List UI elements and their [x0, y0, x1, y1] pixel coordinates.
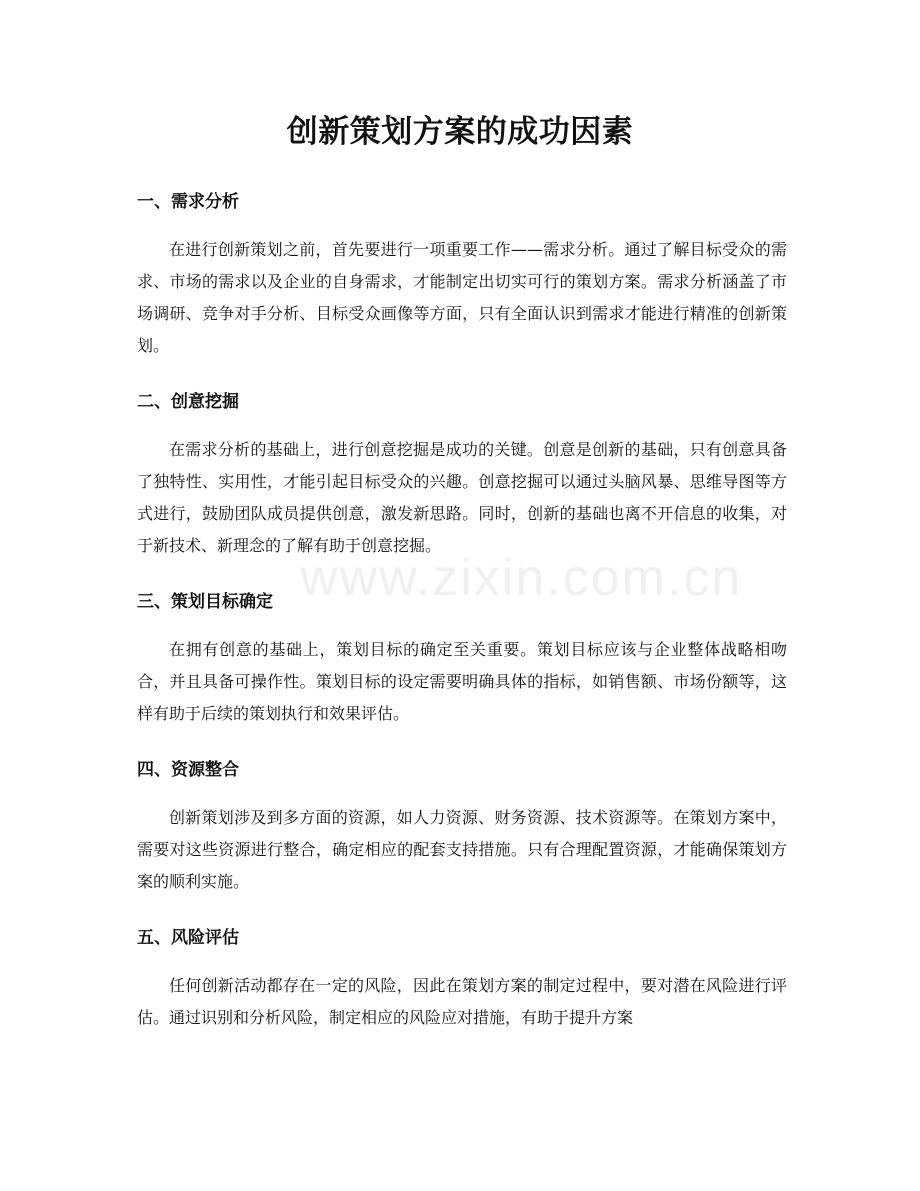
section-heading: 五、风险评估: [137, 928, 239, 948]
section-paragraph: 在进行创新策划之前，首先要进行一项重要工作——需求分析。通过了解目标受众的需求、市场的需求以及企业的自身需求，才能制定出切实可行的策划方案。需求分析涵盖了市场调研、竞争对手分析、目标受众画像等方面，只有全面认识到需求才能进行精准的创新策划。: [137, 240, 787, 355]
section-heading: 四、资源整合: [137, 760, 239, 780]
section-paragraph: 创新策划涉及到多方面的资源，如人力资源、财务资源、技术资源等。在策划方案中，需要对这些资源进行整合，确定相应的配套支持措施。只有合理配置资源，才能确保策划方案的顺利实施。: [137, 808, 787, 891]
section-paragraph: 任何创新活动都存在一定的风险，因此在策划方案的制定过程中，要对潜在风险进行评估。通过识别和分析风险，制定相应的风险应对措施，有助于提升方案: [137, 976, 787, 1027]
section-idea-mining: [137, 384, 787, 562]
section-demand-analysis: [137, 184, 787, 362]
section-risk-assessment: [137, 920, 787, 1034]
section-resource-integration: [137, 752, 787, 898]
section-heading: 三、策划目标确定: [137, 592, 273, 612]
section-heading: 一、需求分析: [137, 192, 239, 212]
page-title: 创新策划方案的成功因素: [286, 114, 634, 150]
watermark: www.zixin.com.cn: [300, 549, 743, 607]
section-goal-setting: [137, 584, 787, 730]
document-body: [137, 184, 787, 1056]
section-paragraph: 在拥有创意的基础上，策划目标的确定至关重要。策划目标应该与企业整体战略相吻合，并且具备可操作性。策划目标的设定需要明确具体的指标，如销售额、市场份额等，这样有助于后续的策划执行和效果评估。: [137, 640, 787, 723]
section-heading: 二、创意挖掘: [137, 392, 239, 412]
section-paragraph: 在需求分析的基础上，进行创意挖掘是成功的关键。创意是创新的基础，只有创意具备了独特性、实用性，才能引起目标受众的兴趣。创意挖掘可以通过头脑风暴、思维导图等方式进行，鼓励团队成员提供创意，激发新思路。同时，创新的基础也离不开信息的收集，对于新技术、新理念的了解有助于创意挖掘。: [137, 440, 787, 555]
